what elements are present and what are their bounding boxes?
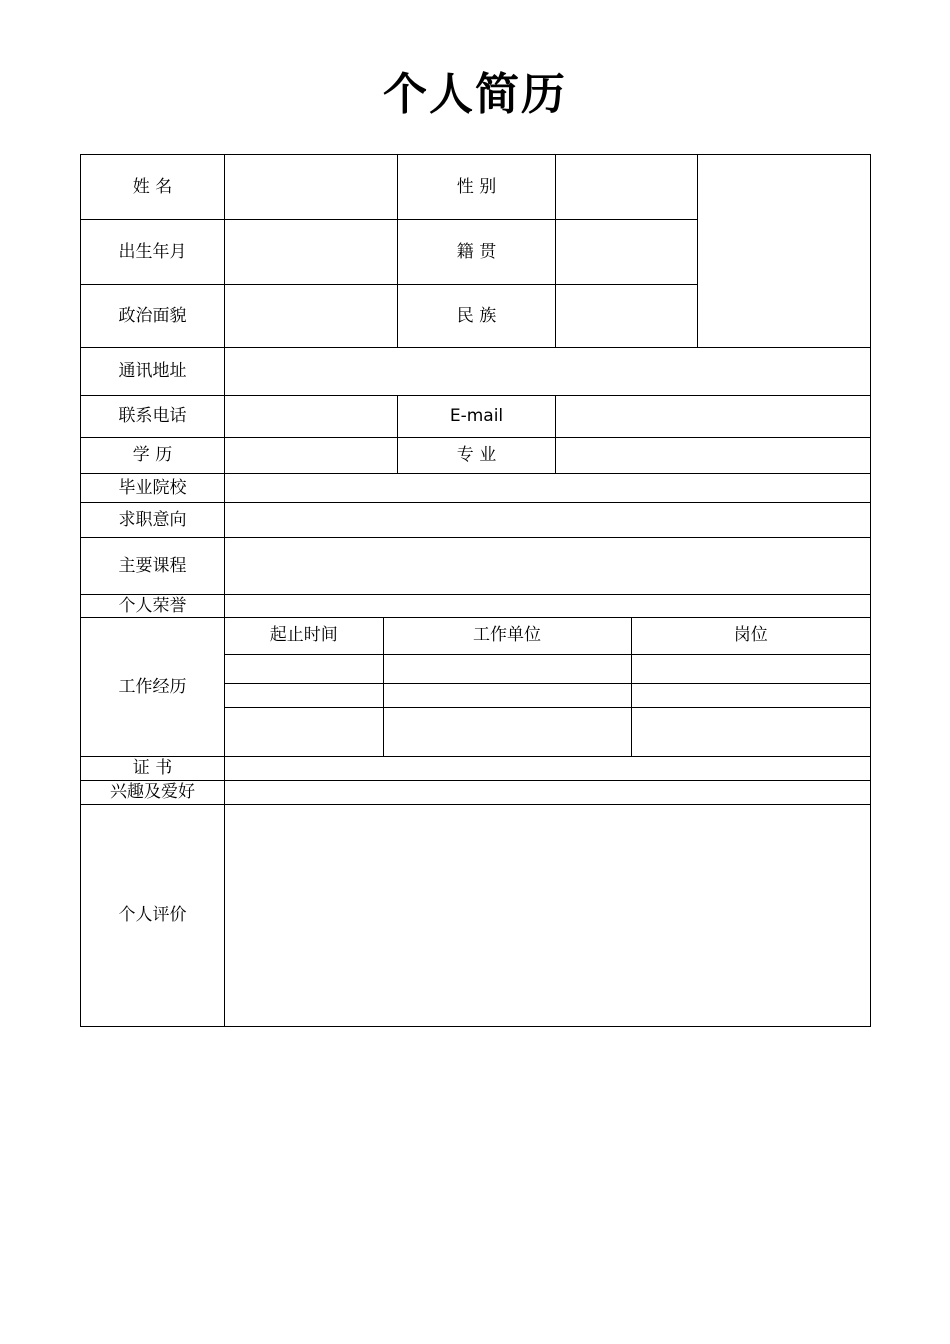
courses-label: 主要课程 [81, 538, 225, 595]
job-intent-label: 求职意向 [81, 503, 225, 538]
work-header-position: 岗位 [631, 618, 870, 654]
self-evaluation-field[interactable] [225, 805, 871, 1027]
work-cell[interactable] [631, 683, 870, 707]
phone-field[interactable] [225, 396, 398, 438]
gender-field[interactable] [556, 155, 698, 220]
work-cell[interactable] [225, 707, 383, 756]
hobbies-field[interactable] [225, 781, 871, 805]
school-field[interactable] [225, 474, 871, 503]
email-label: E-mail [398, 396, 556, 438]
honors-label: 个人荣誉 [81, 595, 225, 618]
address-label: 通讯地址 [81, 348, 225, 396]
ethnicity-label: 民 族 [398, 285, 556, 348]
resume-form [80, 154, 871, 1027]
major-label: 专 业 [398, 438, 556, 474]
email-field[interactable] [556, 396, 871, 438]
honors-field[interactable] [225, 595, 871, 618]
self-evaluation-label: 个人评价 [81, 805, 225, 1027]
birth-label: 出生年月 [81, 220, 225, 285]
major-field[interactable] [556, 438, 871, 474]
work-experience-label: 工作经历 [81, 618, 225, 757]
native-place-label: 籍 贯 [398, 220, 556, 285]
work-experience-table [225, 618, 870, 756]
education-label: 学 历 [81, 438, 225, 474]
certificate-field[interactable] [225, 757, 871, 781]
name-label: 姓 名 [81, 155, 225, 220]
work-cell[interactable] [631, 654, 870, 683]
work-cell[interactable] [225, 654, 383, 683]
phone-label: 联系电话 [81, 396, 225, 438]
ethnicity-field[interactable] [556, 285, 698, 348]
name-field[interactable] [225, 155, 398, 220]
work-cell[interactable] [383, 707, 631, 756]
work-experience-cell [225, 618, 871, 757]
work-cell[interactable] [631, 707, 870, 756]
work-cell[interactable] [383, 683, 631, 707]
courses-field[interactable] [225, 538, 871, 595]
political-status-label: 政治面貌 [81, 285, 225, 348]
work-header-period: 起止时间 [225, 618, 383, 654]
school-label: 毕业院校 [81, 474, 225, 503]
work-cell[interactable] [225, 683, 383, 707]
certificate-label: 证 书 [81, 757, 225, 781]
gender-label: 性 别 [398, 155, 556, 220]
education-field[interactable] [225, 438, 398, 474]
hobbies-label: 兴趣及爱好 [81, 781, 225, 805]
native-place-field[interactable] [556, 220, 698, 285]
photo-area[interactable] [698, 155, 871, 348]
job-intent-field[interactable] [225, 503, 871, 538]
political-status-field[interactable] [225, 285, 398, 348]
address-field[interactable] [225, 348, 871, 396]
work-cell[interactable] [383, 654, 631, 683]
work-header-employer: 工作单位 [383, 618, 631, 654]
page-title: 个人简历 [383, 69, 567, 120]
birth-field[interactable] [225, 220, 398, 285]
